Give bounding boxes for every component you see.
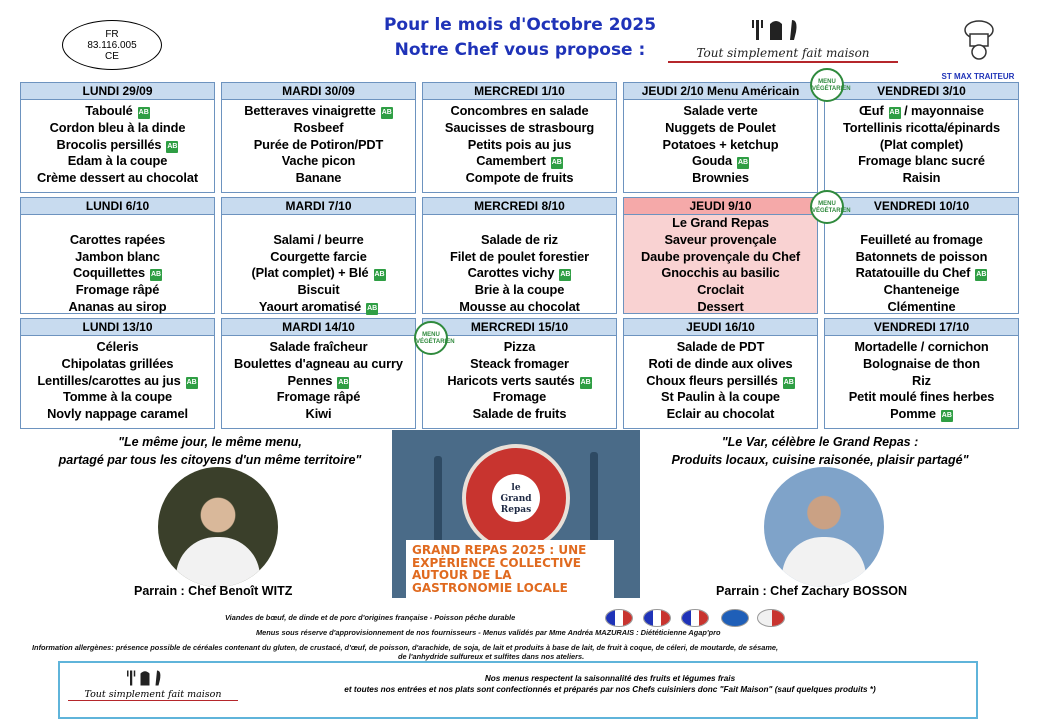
french-meat-logo-icon — [605, 609, 633, 627]
menu-item: Chipolatas grillées — [61, 355, 174, 371]
bio-label-icon: AB — [186, 377, 198, 389]
menu-item: Salade de fruits — [472, 406, 567, 422]
menu-item: Boulettes d'agneau au curry — [234, 355, 403, 371]
day-card — [20, 318, 215, 429]
menu-item: Steack fromager — [470, 355, 569, 371]
menu-item: Potatoes + ketchup — [662, 136, 779, 152]
day-card — [824, 197, 1019, 314]
menu-item: Banane — [295, 170, 342, 186]
fork-icon — [434, 456, 442, 542]
day-header: MARDI 14/10 — [222, 319, 415, 336]
day-card — [422, 197, 617, 314]
menu-item: Brie à la coupe — [474, 282, 565, 298]
menu-item: Croclait — [697, 282, 744, 298]
menu-item: Compote de fruits — [465, 170, 574, 186]
menu-item: Bolognaise de thon — [863, 355, 980, 371]
day-card — [623, 318, 818, 429]
menu-item: Salade de PDT — [676, 339, 765, 354]
chef-witz-portrait — [158, 467, 278, 587]
menu-item: Salade verte — [683, 103, 758, 118]
day-header: MARDI 7/10 — [222, 198, 415, 215]
menu-item: Pizza — [503, 339, 536, 354]
menu-item: Biscuit — [297, 282, 340, 298]
parrain-right: Parrain : Chef Zachary BOSSON — [716, 584, 908, 598]
menu-item: Petits pois au jus — [467, 136, 572, 152]
menu-item: Nuggets de Poulet — [665, 119, 776, 135]
menu-item: Haricots verts sautés AB — [447, 372, 591, 388]
grand-repas-logo: le Grand Repas — [492, 474, 540, 522]
bio-label-icon: AB — [580, 377, 592, 389]
menu-item: Œuf AB / mayonnaise — [859, 103, 984, 118]
page-subtitle: Notre Chef vous propose : — [394, 40, 646, 60]
knife-icon — [590, 452, 598, 542]
cutlery-icon — [120, 669, 170, 687]
grand-repas-plate — [462, 444, 570, 552]
day-header: JEUDI 16/10 — [624, 319, 817, 336]
menu-item: Céleris — [96, 339, 139, 354]
bio-label-icon: AB — [366, 303, 378, 315]
day-card — [824, 82, 1019, 193]
day-header: MERCREDI 1/10 — [423, 83, 616, 100]
day-header: MERCREDI 15/10 — [423, 319, 616, 336]
bio-label-icon: AB — [150, 269, 162, 281]
day-card — [221, 318, 416, 429]
vegetarian-menu-icon: MENU VÉGÉTARIEN — [810, 190, 844, 224]
bio-label-icon: AB — [889, 107, 901, 119]
footer-script: Tout simplement fait maison — [68, 689, 238, 701]
menu-item: Dessert — [697, 298, 744, 314]
menu-item: Daube provençale du Chef — [640, 248, 801, 264]
grand-repas-poster — [392, 430, 640, 598]
page-title: Pour le mois d'Octobre 2025 — [383, 15, 657, 35]
menu-item: Fromage blanc sucré — [858, 153, 985, 169]
menu-item: Pomme AB — [890, 406, 952, 422]
menu-item: Saveur provençale — [664, 231, 777, 247]
health-mark-badge — [62, 20, 162, 70]
chef-bosson-portrait — [764, 467, 884, 587]
menu-item: Salade de riz — [481, 231, 558, 247]
bio-label-icon: AB — [941, 410, 953, 422]
label-logo-icon — [757, 609, 785, 627]
day-card — [422, 318, 617, 429]
menu-item: Purée de Potiron/PDT — [253, 136, 384, 152]
menu-item: Courgette farcie — [270, 248, 367, 264]
bio-label-icon: AB — [559, 269, 571, 281]
menu-item: Ananas au sirop — [68, 298, 167, 314]
menu-item: Lentilles/carottes au jus AB — [37, 372, 197, 388]
menu-item: Camembert AB — [476, 153, 562, 169]
menu-item: Filet de poulet forestier — [450, 248, 589, 264]
french-pork-logo-icon — [681, 609, 709, 627]
menu-item: Roti de dinde aux olives — [648, 355, 793, 371]
day-header: VENDREDI 10/10 — [825, 198, 1018, 215]
menu-item — [224, 215, 413, 232]
menu-item: Choux fleurs persillés AB — [646, 372, 794, 388]
menu-item: Tomme à la coupe — [62, 389, 173, 405]
menu-item: Fromage — [492, 389, 547, 405]
parrain-left: Parrain : Chef Benoît WITZ — [134, 584, 293, 598]
menu-item: Jambon blanc — [75, 248, 160, 264]
day-card — [422, 82, 617, 193]
menu-item — [23, 215, 212, 232]
menu-item: Rosbeef — [293, 119, 344, 135]
menu-item: Cordon bleu à la dinde — [49, 119, 186, 135]
reserve-note: Menus sous réserve d'approvisionnement de nos fournisseurs - Menus validés par Mme Andréa MAZURAIS : Diététicienne Agap'pro — [256, 628, 721, 637]
day-header: LUNDI 29/09 — [21, 83, 214, 100]
menu-item: Gouda AB — [691, 153, 749, 169]
allergens-note: Information allergènes: présence possible de céréales contenant du gluten, de crustacé, d'œuf, de poisson, d'arachide, de soja, de lait et produits à base de lait, de fruit à coque, de céleri, de moutarde, de sésame, — [32, 643, 779, 652]
menu-item: Mortadelle / cornichon — [854, 339, 989, 354]
menu-item: Chanteneige — [883, 282, 960, 298]
menu-item: Taboulé AB — [85, 103, 149, 118]
badge-number: 83.116.005 — [87, 40, 137, 51]
menu-item: Concombres en salade — [450, 103, 589, 118]
menu-item: Crème dessert au chocolat — [36, 170, 199, 186]
menu-item: Fromage râpé — [75, 282, 160, 298]
menu-item: Salami / beurre — [273, 231, 364, 247]
menu-item: Carottes vichy AB — [467, 265, 571, 281]
menu-item: Kiwi — [305, 406, 332, 422]
menu-item: St Paulin à la coupe — [661, 389, 780, 405]
day-header: VENDREDI 3/10 — [825, 83, 1018, 100]
day-header: JEUDI 2/10 Menu Américain — [624, 83, 817, 100]
bio-label-icon: AB — [374, 269, 386, 281]
menu-item: Pennes AB — [287, 372, 349, 388]
fait-maison-footer — [58, 661, 978, 719]
menu-item: (Plat complet) + Blé AB — [251, 265, 385, 281]
bio-label-icon: AB — [975, 269, 987, 281]
menu-item: Vache picon — [281, 153, 356, 169]
day-card — [623, 82, 818, 193]
day-header: VENDREDI 17/10 — [825, 319, 1018, 336]
menu-item: Mousse au chocolat — [459, 298, 580, 314]
certification-logos — [605, 607, 795, 629]
day-header: LUNDI 6/10 — [21, 198, 214, 215]
menu-item: Brownies — [692, 170, 749, 186]
day-card — [20, 82, 215, 193]
menu-item: Riz — [912, 372, 931, 388]
menu-item: Saucisses de strasbourg — [444, 119, 595, 135]
menu-item: Ratatouille du Chef AB — [855, 265, 987, 281]
menu-item: Novly nappage caramel — [47, 406, 188, 422]
footer-logo — [68, 669, 238, 711]
menu-item: Clémentine — [887, 298, 956, 314]
day-header: JEUDI 9/10 — [624, 198, 817, 215]
day-card — [221, 197, 416, 314]
bio-label-icon: AB — [337, 377, 349, 389]
bio-label-icon: AB — [783, 377, 795, 389]
fait-maison-script: Tout simplement fait maison — [668, 46, 898, 63]
day-header: MERCREDI 8/10 — [423, 198, 616, 215]
menu-item: Fromage râpé — [276, 389, 361, 405]
quote-right: "Le Var, célèbre le Grand Repas : Produits locaux, cuisine raisonée, plaisir partagé" — [671, 435, 969, 467]
st-max-traiteur-logo — [938, 20, 1018, 82]
menu-item: Batonnets de poisson — [855, 248, 988, 264]
vegetarian-menu-icon: MENU VÉGÉTARIEN — [810, 68, 844, 102]
footer-text: Nos menus respectent la saisonnalité des fruits et légumes frais et toutes nos entrées et nos plats sont confectionnés et préparés par nos Chefs cuisiniers donc "Fait Maison" (sauf quelques produits *) — [344, 674, 876, 694]
menu-item: Le Grand Repas — [672, 215, 769, 230]
bio-label-icon: AB — [138, 107, 150, 119]
bio-label-icon: AB — [381, 107, 393, 119]
french-poultry-logo-icon — [643, 609, 671, 627]
day-card-grand-repas — [623, 197, 818, 314]
bio-label-icon: AB — [166, 141, 178, 153]
menu-item: Tortellinis ricotta/épinards — [843, 119, 1000, 135]
menu-item: Eclair au chocolat — [666, 406, 775, 422]
day-header: MARDI 30/09 — [222, 83, 415, 100]
fait-maison-logo — [668, 18, 898, 62]
badge-ce: CE — [105, 51, 119, 62]
menu-item: Carottes rapées — [69, 231, 166, 247]
msc-logo-icon — [721, 609, 749, 627]
menu-item: Edam à la coupe — [67, 153, 168, 169]
traiteur-name: ST MAX TRAITEUR — [941, 72, 1015, 81]
menu-item: Salade fraîcheur — [269, 339, 368, 354]
menu-item: Yaourt aromatisé AB — [258, 298, 378, 314]
menu-item — [425, 215, 614, 232]
poster-banner: GRAND REPAS 2025 : UNE EXPÉRIENCE COLLECTIVE AUTOUR DE LA GASTRONOMIE LOCALE — [406, 540, 614, 598]
menu-item: Coquillettes AB — [72, 265, 162, 281]
menu-item: (Plat complet) — [879, 136, 964, 152]
menu-item — [827, 215, 1016, 232]
origin-note: Viandes de bœuf, de dinde et de porc d'origines française - Poisson pêche durable — [225, 613, 516, 622]
bio-label-icon: AB — [551, 157, 563, 169]
menu-item: Betteraves vinaigrette AB — [244, 103, 392, 118]
day-card — [221, 82, 416, 193]
menu-item: Gnocchis au basilic — [661, 265, 780, 281]
cutlery-icon — [746, 18, 806, 42]
menu-item: Raisin — [902, 170, 941, 186]
vegetarian-menu-icon: MENU VÉGÉTARIEN — [414, 321, 448, 355]
day-header: LUNDI 13/10 — [21, 319, 214, 336]
day-card — [20, 197, 215, 314]
quote-left: "Le même jour, le même menu, partagé par tous les citoyens d'un même territoire" — [58, 435, 362, 467]
badge-country: FR — [105, 29, 119, 40]
menu-item: Petit moulé fines herbes — [848, 389, 995, 405]
allergens-note-2: de l'anhydride sulfureux et sulfites dans nos ateliers. — [398, 652, 585, 661]
chef-hat-icon — [963, 20, 995, 60]
menu-item: Brocolis persillés AB — [56, 136, 178, 152]
day-card — [824, 318, 1019, 429]
bio-label-icon: AB — [737, 157, 749, 169]
menu-item: Feuilleté au fromage — [860, 231, 983, 247]
